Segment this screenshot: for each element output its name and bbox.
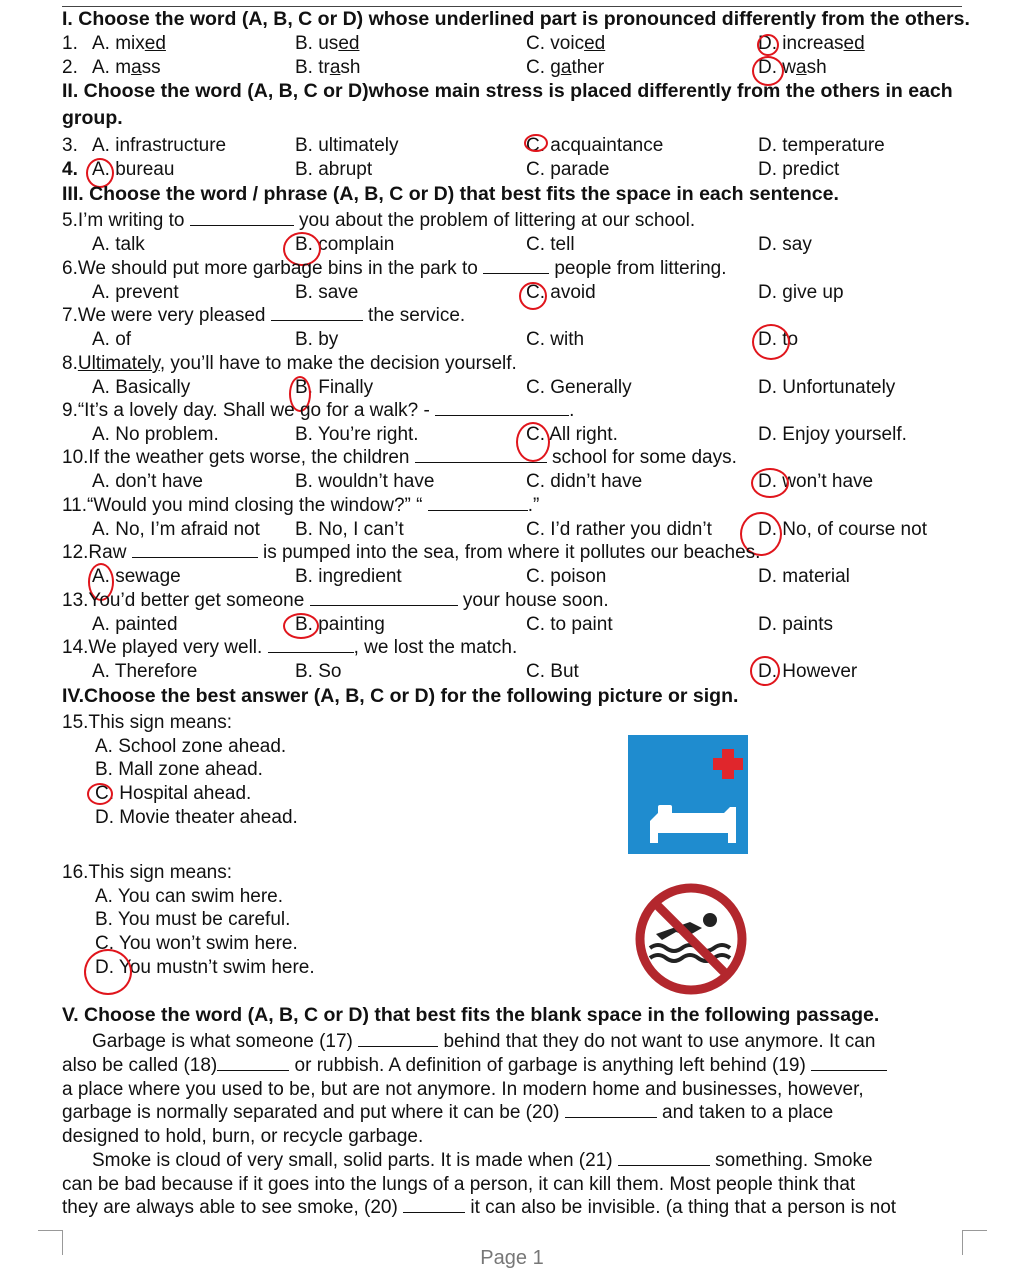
- q5-stem: 5.I’m writing to you about the problem of littering at our school.: [62, 210, 696, 231]
- section-3-heading: III. Choose the word / phrase (A, B, C or D) that best fits the space in each sentence.: [62, 183, 839, 205]
- q7-stem: 7.We were very pleased the service.: [62, 305, 466, 326]
- q11-option-b[interactable]: B. No, I can’t: [295, 519, 404, 540]
- hospital-sign-image: [628, 735, 748, 854]
- q7-option-a[interactable]: A. of: [92, 329, 132, 350]
- section-5-heading: V. Choose the word (A, B, C or D) that best fits the blank space in the following passage.: [62, 1004, 880, 1026]
- q16-stem: 16.This sign means:: [62, 862, 233, 883]
- q13-stem: 13.You’d better get someone your house soon.: [62, 590, 609, 611]
- q4-option-a[interactable]: A. bureau: [92, 159, 175, 180]
- passage-line-6: Smoke is cloud of very small, solid parts. It is made when (21) something. Smoke: [92, 1150, 873, 1171]
- q14-stem: 14.We played very well. , we lost the match.: [62, 637, 518, 658]
- q2-option-a[interactable]: A. mass: [92, 57, 161, 78]
- passage-line-3: a place where you used to be, but are not anymore. In modern home and businesses, however,: [62, 1079, 864, 1100]
- passage-line-8: they are always able to see smoke, (20) it can also be invisible. (a thing that a person is not: [62, 1197, 897, 1218]
- q7-option-b[interactable]: B. by: [295, 329, 339, 350]
- q9-option-b[interactable]: B. You’re right.: [295, 424, 419, 445]
- page-number: Page 1: [480, 1247, 544, 1269]
- q10-option-c[interactable]: C. didn’t have: [526, 471, 643, 492]
- q6-option-a[interactable]: A. prevent: [92, 282, 179, 303]
- q16-option-d[interactable]: D. You mustn’t swim here.: [95, 957, 315, 978]
- q9-stem: 9.“It’s a lovely day. Shall we go for a walk? - .: [62, 400, 575, 421]
- section-4-heading: IV.Choose the best answer (A, B, C or D) for the following picture or sign.: [62, 685, 739, 707]
- q3-option-b[interactable]: B. ultimately: [295, 135, 399, 156]
- q4-option-d[interactable]: D. predict: [758, 159, 840, 180]
- q8-option-c[interactable]: C. Generally: [526, 377, 632, 398]
- q16-option-b[interactable]: B. You must be careful.: [95, 909, 291, 930]
- passage-line-4: garbage is normally separated and put where it can be (20) and taken to a place: [62, 1102, 834, 1123]
- q12-option-a[interactable]: A. sewage: [92, 566, 181, 587]
- q4-number: 4.: [62, 159, 78, 180]
- q2-option-d[interactable]: D. wash: [758, 57, 827, 78]
- passage-line-1: Garbage is what someone (17) behind that they do not want to use anymore. It can: [92, 1031, 876, 1052]
- passage-line-2: also be called (18) or rubbish. A definition of garbage is anything left behind (19): [62, 1054, 962, 1078]
- q15-option-b[interactable]: B. Mall zone ahead.: [95, 759, 263, 780]
- q2-option-c[interactable]: C. gather: [526, 57, 605, 78]
- q10-option-b[interactable]: B. wouldn’t have: [295, 471, 435, 492]
- q5-option-d[interactable]: D. say: [758, 234, 812, 255]
- hospital-bed-icon: [628, 735, 748, 854]
- q7-option-c[interactable]: C. with: [526, 329, 585, 350]
- q9-option-d[interactable]: D. Enjoy yourself.: [758, 424, 907, 445]
- q6-option-b[interactable]: B. save: [295, 282, 359, 303]
- q12-option-b[interactable]: B. ingredient: [295, 566, 402, 587]
- q10-option-d[interactable]: D. won’t have: [758, 471, 874, 492]
- section-2-heading: II. Choose the word (A, B, C or D)whose main stress is placed differently from the others in each: [62, 80, 953, 102]
- q8-option-a[interactable]: A. Basically: [92, 377, 191, 398]
- q15-stem: 15.This sign means:: [62, 712, 233, 733]
- q1-option-c[interactable]: C. voiced: [526, 33, 606, 54]
- q14-option-d[interactable]: D. However: [758, 661, 858, 682]
- q10-stem: 10.If the weather gets worse, the children school for some days.: [62, 447, 737, 468]
- q3-option-d[interactable]: D. temperature: [758, 135, 885, 156]
- q3-number: 3.: [62, 135, 78, 156]
- q12-option-c[interactable]: C. poison: [526, 566, 607, 587]
- q11-stem: 11.“Would you mind closing the window?” “ .”: [62, 495, 540, 516]
- q10-option-a[interactable]: A. don’t have: [92, 471, 203, 492]
- q3-option-c[interactable]: C. acquaintance: [526, 135, 664, 156]
- q5-option-b[interactable]: B. complain: [295, 234, 395, 255]
- q8-stem: 8.Ultimately, you’ll have to make the decision yourself.: [62, 353, 517, 374]
- q11-option-a[interactable]: A. No, I’m afraid not: [92, 519, 260, 540]
- q14-option-b[interactable]: B. So: [295, 661, 342, 682]
- q6-option-d[interactable]: D. give up: [758, 282, 844, 303]
- q5-option-c[interactable]: C. tell: [526, 234, 575, 255]
- q2-number: 2.: [62, 57, 78, 78]
- q14-option-a[interactable]: A. Therefore: [92, 661, 198, 682]
- q16-option-c[interactable]: C. You won’t swim here.: [95, 933, 298, 954]
- q4-option-c[interactable]: C. parade: [526, 159, 610, 180]
- q13-option-b[interactable]: B. painting: [295, 614, 385, 635]
- q5-option-a[interactable]: A. talk: [92, 234, 145, 255]
- q9-option-c[interactable]: C. All right.: [526, 424, 618, 445]
- q11-option-d[interactable]: D. No, of course not: [758, 519, 927, 540]
- q1-option-b[interactable]: B. used: [295, 33, 360, 54]
- q15-option-d[interactable]: D. Movie theater ahead.: [95, 807, 298, 828]
- q1-option-a[interactable]: A. mixed: [92, 33, 166, 54]
- q15-option-a[interactable]: A. School zone ahead.: [95, 736, 287, 757]
- q12-stem: 12.Raw is pumped into the sea, from where it pollutes our beaches.: [62, 542, 761, 563]
- q15-option-c[interactable]: C. Hospital ahead.: [95, 783, 252, 804]
- no-swimming-sign-image: [632, 882, 750, 997]
- q1-option-d[interactable]: D. increased: [758, 33, 865, 54]
- section-1-heading: I. Choose the word (A, B, C or D) whose underlined part is pronounced differently from the others.: [62, 8, 970, 30]
- q8-option-b[interactable]: B. Finally: [295, 377, 374, 398]
- q3-option-a[interactable]: A. infrastructure: [92, 135, 227, 156]
- q6-option-c[interactable]: C. avoid: [526, 282, 596, 303]
- q13-option-d[interactable]: D. paints: [758, 614, 833, 635]
- q12-option-d[interactable]: D. material: [758, 566, 850, 587]
- passage-line-5: designed to hold, burn, or recycle garbage.: [62, 1126, 424, 1147]
- q8-option-d[interactable]: D. Unfortunately: [758, 377, 896, 398]
- q9-option-a[interactable]: A. No problem.: [92, 424, 219, 445]
- q4-option-b[interactable]: B. abrupt: [295, 159, 373, 180]
- q11-option-c[interactable]: C. I’d rather you didn’t: [526, 519, 712, 540]
- section-2-heading-cont: group.: [62, 107, 123, 129]
- q2-option-b[interactable]: B. trash: [295, 57, 361, 78]
- q14-option-c[interactable]: C. But: [526, 661, 579, 682]
- passage-line-7: can be bad because if it goes into the lungs of a person, it can kill them. Most people think that: [62, 1174, 856, 1195]
- q7-option-d[interactable]: D. to: [758, 329, 799, 350]
- q1-number: 1.: [62, 33, 78, 54]
- no-swimming-icon: [632, 882, 750, 997]
- q13-option-a[interactable]: A. painted: [92, 614, 178, 635]
- q13-option-c[interactable]: C. to paint: [526, 614, 613, 635]
- q6-stem: 6.We should put more garbage bins in the park to people from littering.: [62, 258, 727, 279]
- q16-option-a[interactable]: A. You can swim here.: [95, 886, 283, 907]
- header-border: [62, 0, 962, 7]
